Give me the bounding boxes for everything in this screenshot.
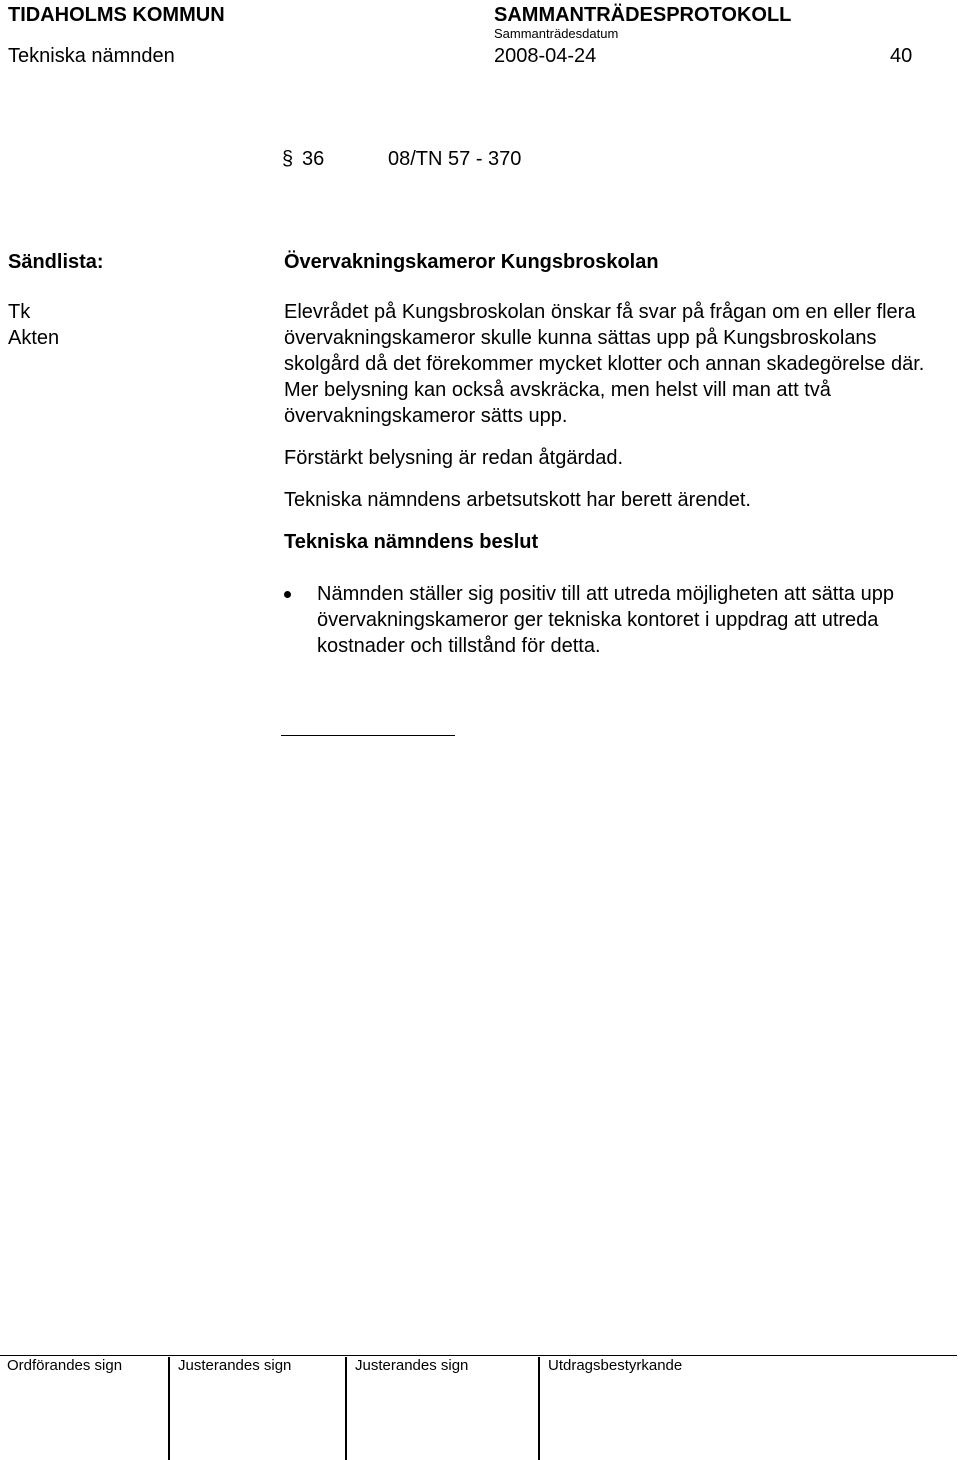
bullet-icon	[284, 591, 291, 598]
meeting-date: 2008-04-24	[494, 45, 597, 67]
decision-item-text: Nämnden ställer sig positiv till att utreda möjligheten att sätta upp övervakningskameror ger tekniska kontoret i uppdrag att utreda kostnader och tillstånd för detta.	[317, 583, 894, 657]
document-type: SAMMANTRÄDESPROTOKOLL	[494, 4, 792, 26]
body-paragraph: Tekniska nämndens arbetsutskott har berett ärendet.	[284, 489, 751, 511]
send-list-label: Sändlista:	[8, 251, 104, 273]
signature-label-adjuster-2: Justerandes sign	[355, 1357, 469, 1374]
signature-divider	[538, 1357, 540, 1460]
subject-heading: Övervakningskameror Kungsbroskolan	[284, 251, 659, 273]
decision-list	[284, 581, 934, 659]
decision-heading: Tekniska nämndens beslut	[284, 531, 539, 553]
send-list-item: Tk	[8, 301, 31, 323]
page-number: 40	[890, 45, 913, 67]
end-rule	[281, 735, 455, 736]
signature-label-certification: Utdragsbestyrkande	[548, 1357, 683, 1374]
body-paragraph: Förstärkt belysning är redan åtgärdad.	[284, 447, 624, 469]
document-body	[284, 299, 934, 659]
signature-label-adjuster-1: Justerandes sign	[178, 1357, 292, 1374]
committee-name: Tekniska nämnden	[8, 45, 175, 67]
organization-name: TIDAHOLMS KOMMUN	[8, 4, 225, 26]
case-number: 08/TN 57 - 370	[388, 148, 522, 170]
section-sign: §	[282, 148, 294, 170]
send-list-item: Akten	[8, 327, 60, 349]
body-paragraph: Elevrådet på Kungsbroskolan önskar få svar på frågan om en eller flera övervakningskameror skulle kunna sättas upp på Kungsbroskolans skolgård då det förekommer mycket klotter och annan skadegörelse där. Mer belysning kan också avskräcka, men helst vill man att två övervakningskameror sätts upp.	[284, 301, 925, 427]
footer-rule	[0, 1355, 957, 1356]
send-list	[8, 299, 59, 351]
meeting-date-label: Sammanträdesdatum	[494, 26, 619, 41]
paragraph-number: 36	[302, 148, 325, 170]
decision-item	[284, 581, 934, 659]
signature-divider	[345, 1357, 347, 1460]
signature-label-chair: Ordförandes sign	[7, 1357, 123, 1374]
signature-divider	[168, 1357, 170, 1460]
